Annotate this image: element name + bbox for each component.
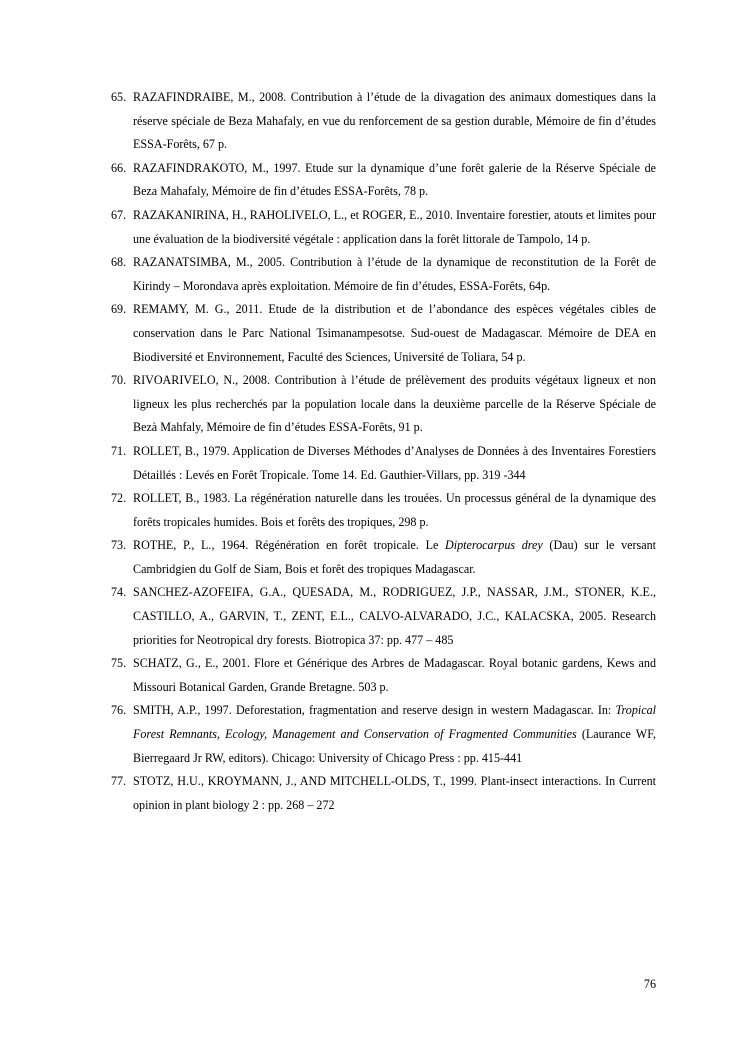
reference-italic-title: Tropical Forest Remnants, Ecology, Management and Conservation of Fragmented Communities [133,703,656,742]
reference-text-end: (Laurance WF, Bierregaard Jr RW, editors). Chicago: University of Chicago Press : pp. 415-441 [133,727,656,765]
reference-text-start: ROTHE, P., L., 1964. Régénération en forêt tropicale. Le [133,538,445,553]
reference-text-start: SMITH, A.P., 1997. Deforestation, fragmentation and reserve design in western Madagascar. In: [133,703,616,718]
reference-item [111,369,656,440]
reference-item [111,652,656,699]
reference-item [111,770,656,817]
reference-item [111,487,656,534]
reference-number: 77. [111,774,127,789]
reference-item [111,157,656,204]
reference-text: SANCHEZ-AZOFEIFA, G.A., QUESADA, M., RODRIGUEZ, J.P., NASSAR, J.M., STONER, K.E., CASTILLO, A., GARVIN, T., ZENT, E.L., CALVO-ALVARADO, J.C., KALACSKA, 2005. Research priorities for Neotropical dry forests. Biotropica 37: pp. 477 – 485 [133,585,656,647]
reference-item [111,86,656,157]
reference-number: 71. [111,443,127,458]
reference-item [111,204,656,251]
reference-item [111,534,656,581]
reference-number: 72. [111,491,127,506]
reference-text [133,699,656,770]
page-number: 76 [643,977,656,991]
reference-text: SCHATZ, G., E., 2001. Flore et Générique des Arbres de Madagascar. Royal botanic gardens, Kews and Missouri Botanical Garden, Grande Bretagne. 503 p. [133,656,656,694]
reference-number: 70. [111,373,127,388]
reference-text: STOTZ, H.U., KROYMANN, J., AND MITCHELL-OLDS, T., 1999. Plant-insect interactions. In Current opinion in plant biology 2 : pp. 268 – 272 [133,774,656,812]
reference-text-end: (Dau) sur le versant Cambridgien du Golf de Siam, Bois et forêt des tropiques Madagascar. [133,538,656,576]
reference-text: ROLLET, B., 1983. La régénération naturelle dans les trouées. Un processus général de la dynamique des forêts tropicales humides. Bois et forêts des tropiques, 298 p. [133,491,656,529]
reference-text: RAZAFINDRAKOTO, M., 1997. Etude sur la dynamique d’une forêt galerie de la Réserve Spéciale de Beza Mahafaly, Mémoire de fin d’études ESSA-Forêts, 78 p. [133,160,656,199]
reference-text: RAZAFINDRAIBE, M., 2008. Contribution à l’étude de la divagation des animaux domestiques dans la réserve spéciale de Beza Mahafaly, en vue du renforcement de sa gestion durable, Mémoire de fin d’études ESSA-Forêts, 67 p. [133,90,656,152]
reference-number: 74. [111,585,127,600]
reference-item [111,440,656,487]
reference-text [133,534,656,581]
reference-number: 65. [111,90,127,104]
reference-item [111,581,656,652]
reference-text: ROLLET, B., 1979. Application de Diverses Méthodes d’Analyses de Données à des Inventaires Forestiers Détaillés : Levés en Forêt Tropicale. Tome 14. Ed. Gauthier-Villars, pp. 319 -344 [133,443,656,482]
reference-number: 69. [111,302,127,317]
reference-item [111,298,656,369]
reference-number: 73. [111,538,127,553]
reference-item [111,251,656,298]
reference-number: 76. [111,703,127,718]
reference-list [111,86,656,817]
reference-text: RAZAKANIRINA, H., RAHOLIVELO, L., et ROGER, E., 2010. Inventaire forestier, atouts et limites pour une évaluation de la biodiversité végétale : application dans la forêt littorale de Tampolo, 14 p. [133,207,656,246]
reference-text: REMAMY, M. G., 2011. Etude de la distribution et de l’abondance des espèces végétales cibles de conservation dans le Parc National Tsimanampesotse. Sud-ouest de Madagascar. Mémoire de DEA en Biodiversité et Environnement, Faculté des Sciences, Université de Toliara, 54 p. [133,302,656,364]
reference-item [111,699,656,770]
reference-number: 66. [111,160,127,175]
reference-text: RIVOARIVELO, N., 2008. Contribution à l’étude de prélèvement des produits végétaux ligneux et non ligneux les plus recherchés par la population locale dans la deuxième parcelle de la Réserve Spéciale de Bezà Mahfaly, Mémoire de fin d’études ESSA-Forêts, 91 p. [133,373,656,435]
reference-number: 68. [111,255,127,270]
reference-number: 75. [111,656,127,671]
reference-text: RAZANATSIMBA, M., 2005. Contribution à l’étude de la dynamique de reconstitution de la Forêt de Kirindy – Morondava après exploitation. Mémoire de fin d’études, ESSA-Forêts, 64p. [133,255,656,293]
reference-italic-title: Dipterocarpus drey [445,538,543,553]
reference-number: 67. [111,207,127,222]
